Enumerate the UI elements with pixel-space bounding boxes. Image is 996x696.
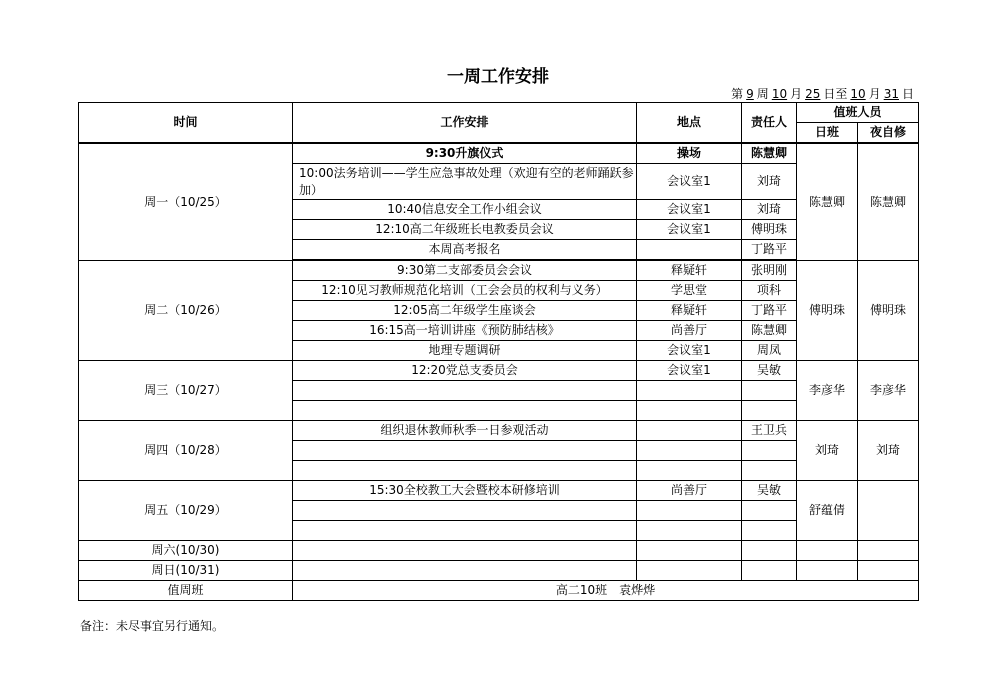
table-row xyxy=(79,541,919,561)
page-title: 一周工作安排 xyxy=(447,67,549,87)
night-shift-cell: 李彦华 xyxy=(858,361,919,421)
header-work: 工作安排 xyxy=(293,103,637,144)
empty-cell xyxy=(293,381,637,401)
footnote: 备注：未尽事宜另行通知。 xyxy=(80,619,225,633)
work-item: 9:30升旗仪式 xyxy=(293,143,637,164)
work-item: 12:20党总支委员会 xyxy=(293,361,637,381)
day-label: 周二（10/26） xyxy=(79,261,293,361)
week-number: 9 xyxy=(746,87,754,101)
empty-cell xyxy=(293,441,637,461)
empty-cell xyxy=(797,561,858,581)
header-duty: 值班人员 xyxy=(797,103,919,123)
empty-cell xyxy=(742,441,797,461)
day-to-label: 日至 xyxy=(823,87,848,101)
empty-cell xyxy=(293,541,637,561)
work-item: 10:40信息安全工作小组会议 xyxy=(293,200,637,220)
place-cell: 释疑轩 xyxy=(637,261,742,281)
work-item: 地理专题调研 xyxy=(293,341,637,361)
owner-cell: 吴敏 xyxy=(742,481,797,501)
week-prefix: 第 xyxy=(731,87,744,101)
empty-cell xyxy=(637,501,742,521)
day-label: 周日(10/31) xyxy=(79,561,293,581)
month-label: 月 xyxy=(790,87,803,101)
night-shift-cell: 刘琦 xyxy=(858,421,919,481)
day-shift-cell: 李彦华 xyxy=(797,361,858,421)
empty-cell xyxy=(742,401,797,421)
empty-cell xyxy=(293,401,637,421)
owner-cell: 项科 xyxy=(742,281,797,301)
place-cell xyxy=(637,421,742,441)
night-shift-cell xyxy=(858,481,919,541)
place-cell: 会议室1 xyxy=(637,220,742,240)
work-item: 组织退休教师秋季一日参观活动 xyxy=(293,421,637,441)
empty-cell xyxy=(637,521,742,541)
owner-cell: 陈慧卿 xyxy=(742,321,797,341)
owner-cell: 傅明珠 xyxy=(742,220,797,240)
work-item: 10:00法务培训——学生应急事故处理（欢迎有空的老师踊跃参加） xyxy=(293,164,637,200)
owner-cell: 刘琦 xyxy=(742,164,797,200)
place-cell: 会议室1 xyxy=(637,200,742,220)
empty-cell xyxy=(637,561,742,581)
empty-cell xyxy=(797,541,858,561)
work-item: 12:10高二年级班长电教委员会议 xyxy=(293,220,637,240)
header-row xyxy=(79,103,919,123)
empty-cell xyxy=(293,521,637,541)
owner-cell: 王卫兵 xyxy=(742,421,797,441)
owner-cell: 丁路平 xyxy=(742,240,797,260)
empty-cell xyxy=(742,501,797,521)
end-day: 31 xyxy=(883,87,899,101)
duty-week-row xyxy=(79,581,919,601)
place-cell: 会议室1 xyxy=(637,361,742,381)
empty-cell xyxy=(742,521,797,541)
schedule-table xyxy=(78,102,919,601)
empty-cell xyxy=(858,561,919,581)
empty-cell xyxy=(742,561,797,581)
work-item: 12:10见习教师规范化培训（工会会员的权利与义务） xyxy=(293,281,637,301)
place-cell: 尚善厅 xyxy=(637,481,742,501)
day-label: 周三（10/27） xyxy=(79,361,293,421)
night-shift-cell: 傅明珠 xyxy=(858,261,919,361)
day-label: 日 xyxy=(901,87,914,101)
empty-cell xyxy=(742,461,797,481)
duty-week-label: 值周班 xyxy=(79,581,293,601)
work-item: 本周高考报名 xyxy=(293,240,637,260)
owner-cell: 周凤 xyxy=(742,341,797,361)
work-item: 15:30全校教工大会暨校本研修培训 xyxy=(293,481,637,501)
work-item: 12:05高二年级学生座谈会 xyxy=(293,301,637,321)
place-cell: 学思堂 xyxy=(637,281,742,301)
header-time: 时间 xyxy=(79,103,293,144)
night-shift-cell: 陈慧卿 xyxy=(858,143,919,261)
empty-cell xyxy=(293,561,637,581)
table-row xyxy=(79,421,919,441)
month-label: 月 xyxy=(868,87,881,101)
owner-cell: 陈慧卿 xyxy=(742,143,797,164)
place-cell: 尚善厅 xyxy=(637,321,742,341)
week-range xyxy=(731,85,914,102)
table-row xyxy=(79,481,919,501)
day-shift-cell: 舒蕴倩 xyxy=(797,481,858,541)
duty-week-value: 高二10班 袁烨烨 xyxy=(293,581,919,601)
work-item: 16:15高一培训讲座《预防肺结核》 xyxy=(293,321,637,341)
table-row xyxy=(79,561,919,581)
empty-cell xyxy=(637,401,742,421)
empty-cell xyxy=(742,381,797,401)
owner-cell: 吴敏 xyxy=(742,361,797,381)
empty-cell xyxy=(637,541,742,561)
day-label: 周一（10/25） xyxy=(79,143,293,261)
day-label: 周四（10/28） xyxy=(79,421,293,481)
work-item: 9:30第二支部委员会会议 xyxy=(293,261,637,281)
empty-cell xyxy=(637,381,742,401)
start-month: 10 xyxy=(771,87,788,101)
header-place: 地点 xyxy=(637,103,742,144)
start-day: 25 xyxy=(805,87,821,101)
owner-cell: 刘琦 xyxy=(742,200,797,220)
day-shift-cell: 刘琦 xyxy=(797,421,858,481)
empty-cell xyxy=(637,461,742,481)
day-shift-cell: 陈慧卿 xyxy=(797,143,858,261)
owner-cell: 丁路平 xyxy=(742,301,797,321)
table-row xyxy=(79,361,919,381)
place-cell: 操场 xyxy=(637,143,742,164)
place-cell: 会议室1 xyxy=(637,341,742,361)
header-night-shift: 夜自修 xyxy=(858,123,919,144)
table-row xyxy=(79,143,919,164)
week-suffix: 周 xyxy=(756,87,769,101)
day-label: 周六(10/30) xyxy=(79,541,293,561)
empty-cell xyxy=(293,461,637,481)
empty-cell xyxy=(742,541,797,561)
empty-cell xyxy=(858,541,919,561)
empty-cell xyxy=(293,501,637,521)
header-day-shift: 日班 xyxy=(797,123,858,144)
owner-cell: 张明刚 xyxy=(742,261,797,281)
day-label: 周五（10/29） xyxy=(79,481,293,541)
place-cell: 会议室1 xyxy=(637,164,742,200)
place-cell: 释疑轩 xyxy=(637,301,742,321)
header-owner: 责任人 xyxy=(742,103,797,144)
table-row xyxy=(79,261,919,281)
empty-cell xyxy=(637,441,742,461)
end-month: 10 xyxy=(850,87,866,101)
day-shift-cell: 傅明珠 xyxy=(797,261,858,361)
place-cell xyxy=(637,240,742,260)
